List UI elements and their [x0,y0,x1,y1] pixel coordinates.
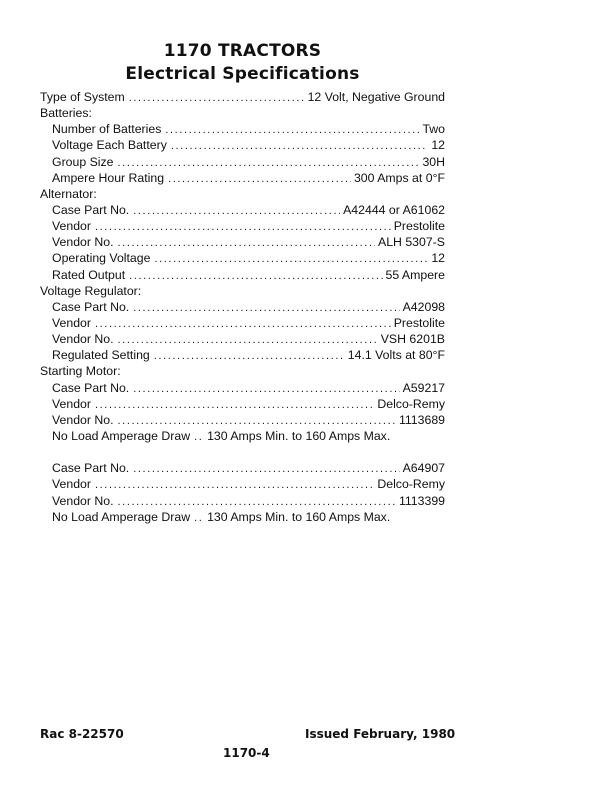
spec-row-regulated-setting [40,347,445,363]
spec-label: No Load Amperage Draw [52,428,191,443]
page-number: 1170-4 [223,746,270,760]
leader-dots [129,268,382,283]
spec-label: Voltage Each Battery [52,138,167,153]
leader-dots [133,300,399,315]
spec-row-alternator-vendor-no [40,234,445,250]
leader-dots [118,494,396,509]
spec-value: 30H [422,154,445,169]
spec-value: 55 Ampere [385,267,445,282]
leader-dots [194,510,204,525]
spec-row-motor1-case-part [40,380,445,396]
leader-dots [171,138,428,153]
spec-label: Ampere Hour Rating [52,170,165,185]
leader-dots [118,155,420,170]
spec-label: Vendor No. [52,235,114,250]
spec-label: Case Part No. [52,380,130,395]
spec-row-voltage-each-battery [40,137,445,153]
issue-date: Issued February, 1980 [305,727,456,741]
spec-row-motor2-vendor-no [40,493,445,509]
spec-value: 300 Amps at 0°F [353,170,445,185]
spec-value: Two [422,122,445,137]
section-heading-starting-motor: Starting Motor: [40,364,121,379]
spec-row-rated-output [40,267,445,283]
spec-label: Vendor [52,396,91,411]
spec-value: A42098 [402,299,445,314]
spec-row-number-of-batteries [40,121,445,137]
spec-value: 1113399 [398,493,445,508]
spec-label: Number of Batteries [52,122,162,137]
leader-dots [133,461,399,476]
leader-dots [118,413,396,428]
leader-dots [129,90,305,105]
spec-label: Vendor [52,315,91,330]
leader-dots [154,251,428,266]
spec-value: A42444 or A61062 [343,202,445,217]
spec-label: Case Part No. [52,299,130,314]
spec-label: Regulated Setting [52,348,150,363]
spec-row-motor1-vendor-no [40,412,445,428]
spec-label: Vendor [52,219,91,234]
leader-dots [95,316,391,331]
spec-label: Vendor [52,477,91,492]
spec-row-regulator-case-part [40,299,445,315]
spec-label: Vendor No. [52,412,114,427]
spec-row-type-of-system [40,89,445,105]
page-subtitle: Electrical Specifications [125,64,360,84]
leader-dots [118,235,375,250]
spec-value: A64907 [402,461,445,476]
spec-row-motor2-vendor [40,476,445,492]
spec-label: Case Part No. [52,202,130,217]
spec-row-regulator-vendor [40,315,445,331]
spec-value: Prestolite [393,315,445,330]
spec-row-motor1-vendor [40,396,445,412]
spec-row-motor2-case-part [40,460,445,476]
spec-label: Operating Voltage [52,251,151,266]
spec-row-alternator-case-part [40,202,445,218]
spec-row-operating-voltage [40,250,445,266]
spec-list [40,89,445,525]
leader-dots [95,477,374,492]
spec-value: Delco-Remy [377,477,445,492]
spec-value: 12 [431,138,445,153]
spec-value: Prestolite [393,219,445,234]
spec-value: 14.1 Volts at 80°F [347,348,445,363]
spec-value: 1113689 [398,412,445,427]
spec-label: Vendor No. [52,493,114,508]
spec-row-group-size [40,154,445,170]
leader-dots [118,332,378,347]
spec-label: No Load Amperage Draw [52,509,191,524]
leader-dots [154,348,345,363]
spec-label: Rated Output [52,267,126,282]
leader-dots [133,381,399,396]
section-heading-batteries: Batteries: [40,106,92,121]
leader-dots [95,219,391,234]
leader-dots [95,397,374,412]
document-reference: Rac 8-22570 [40,727,124,741]
spec-label: Group Size [52,154,114,169]
spec-row-motor1-amp-draw [40,428,445,444]
page-title: 1170 TRACTORS [163,41,322,61]
spec-value: ALH 5307-S [378,235,445,250]
spec-value: 12 [431,251,445,266]
spec-row-motor2-amp-draw [40,509,445,525]
spacer [40,444,445,460]
spec-value: 130 Amps Min. to 160 Amps Max. [207,428,391,443]
leader-dots [194,429,204,444]
spec-label: Case Part No. [52,461,130,476]
leader-dots [165,122,419,137]
section-heading-voltage-regulator: Voltage Regulator: [40,283,142,298]
spec-value: VSH 6201B [380,332,445,347]
spec-value: A59217 [402,380,445,395]
spec-row-regulator-vendor-no [40,331,445,347]
spec-row-ampere-hour-rating [40,170,445,186]
spec-value: Delco-Remy [377,396,445,411]
leader-dots [133,203,340,218]
spec-row-alternator-vendor [40,218,445,234]
spec-value: 12 Volt, Negative Ground [307,90,445,104]
spec-label: Vendor No. [52,332,114,347]
section-heading-alternator: Alternator: [40,186,97,201]
spec-label: Type of System [40,90,125,104]
spec-value: 130 Amps Min. to 160 Amps Max. [207,509,391,524]
leader-dots [168,171,351,186]
